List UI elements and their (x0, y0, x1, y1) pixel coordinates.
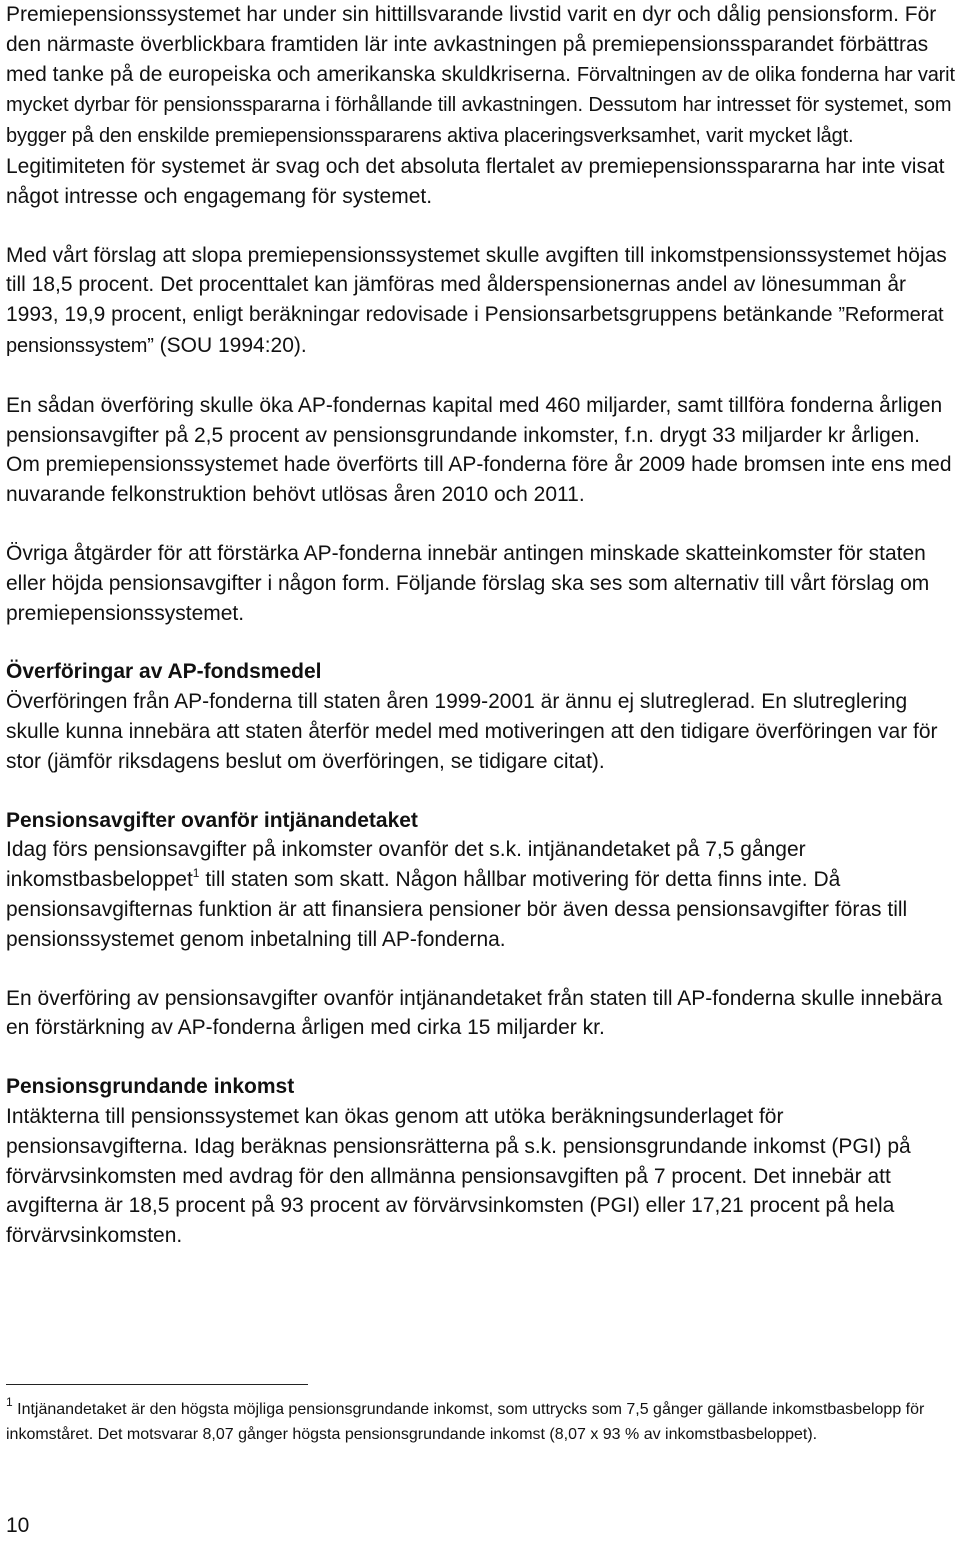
paragraph-proposal (6, 241, 956, 362)
paragraph-text: Premiepensionssystemet har under sin hittillsvarande livstid varit en dyr och dålig pensionsform. För den närmaste överblickbara framtiden lär inte avkastningen på premiepensionssparandet förbättras med tanke på de europeiska och amerikanska skuldkriserna. (6, 3, 937, 86)
section-heading: Pensionsgrundande inkomst (6, 1075, 295, 1099)
section-pension-based-income (6, 1072, 956, 1251)
footnote (6, 1395, 956, 1447)
paragraph-text: Med vårt förslag att slopa premiepensionssystemet skulle avgiften till inkomstpensionssystemet höjas till 18,5 procent. Det procenttalet kan jämföras med ålderspensionernas andel av lönesumman år 1993, 19,9 procent, enligt beräkningar redovisade i Pensionsarbetsgruppens betänkande (6, 243, 947, 327)
footnote-number: 1 (6, 1395, 13, 1409)
section-text: Idag förs pensionsavgifter på inkomster ovanför det s.k. intjänandetaket på 7,5 gånger inkomstbasbeloppet (6, 838, 806, 892)
paragraph-text: (SOU 1994:20). (153, 333, 307, 357)
footnote-reference[interactable]: 1 (192, 866, 200, 881)
paragraph-premiepension-intro (6, 0, 956, 212)
section-text: Intäkterna till pensionssystemet kan ökas genom att utöka beräkningsunderlaget för pensionsavgifterna. Idag beräknas pensionsrätterna på s.k. pensionsgrundande inkomst (PGI) på förvärvsinkomsten med avdrag för den allmänna pensionsavgiften på 7 procent. Det innebär att avgifterna är 18,5 procent på 93 procent av förvärvsinkomsten (PGI) eller 17,21 procent på hela förvärvsinkomsten. (6, 1104, 911, 1248)
section-heading: Överföringar av AP-fondsmedel (6, 660, 322, 684)
section-ap-fund-transfers (6, 657, 956, 776)
section-text: till staten som skatt. Någon hållbar motivering för detta finns inte. Då pensionsavgifternas funktion är att finansiera pensioner bör även dessa pensionsavgifter föras till pensionssystemet genom inbetalning till AP-fonderna. (6, 868, 908, 951)
section-heading: Pensionsavgifter ovanför intjänandetaket (6, 808, 418, 832)
paragraph-fee-transfer: En överföring av pensionsavgifter ovanför intjänandetaket från staten till AP-fonderna skulle innebära en förstärkning av AP-fonderna årligen med cirka 15 miljarder kr. (6, 986, 943, 1040)
paragraph-other-measures: Övriga åtgärder för att förstärka AP-fonderna innebär antingen minskade skatteinkomster för staten eller höjda pensionsavgifter i någon form. Följande förslag ska ses som alternativ till vårt förslag om premiepensionssystemet. (6, 541, 930, 625)
document-body (6, 0, 956, 1251)
paragraph-transfer: En sådan överföring skulle öka AP-fondernas kapital med 460 miljarder, samt tillföra fonderna årligen pensionsavgifter på 2,5 procent av pensionsgrundande inkomster, f.n. drygt 33 miljarder kr årligen. Om premiepensionssystemet hade överförts till AP-fonderna före år 2009 hade bromsen inte ens med nuvarande felkonstruktion behövt utlösas åren 2010 och 2011. (6, 393, 952, 507)
paragraph-text: Legitimiteten för systemet är svag och det absoluta flertalet av premiepensionsspararna har inte visat något intresse och engagemang för systemet. (6, 154, 945, 208)
footnote-text: Intjänandetaket är den högsta möjliga pensionsgrundande inkomst, som uttrycks som 7,5 gånger gällande inkomstbasbelopp för inkomståret. Det motsvarar 8,07 gånger högsta pensionsgrundande inkomst (8,07 x 93 % av inkomstbasbeloppet). (6, 1401, 925, 1443)
page-number: 10 (6, 1514, 30, 1537)
section-pension-fees-above-ceiling (6, 806, 956, 955)
footnote-divider (6, 1384, 308, 1385)
paragraph-text: Förvaltningen av de olika fonderna har varit mycket dyrbar för pensionsspararna i förhållande till avkastningen. Dessutom har intresset för systemet, som bygger på den enskilde premiepensionsspararens aktiva placeringsverksamhet, varit mycket lågt. (6, 63, 955, 148)
report-title: ”Reformerat pensionssystem” (6, 304, 944, 357)
section-text: Överföringen från AP-fonderna till staten åren 1999-2001 är ännu ej slutreglerad. En slutreglering skulle kunna innebära att staten återför medel med motiveringen att den tidigare överföringen var för stor (jämför riksdagens beslut om överföringen, se tidigare citat). (6, 690, 938, 773)
